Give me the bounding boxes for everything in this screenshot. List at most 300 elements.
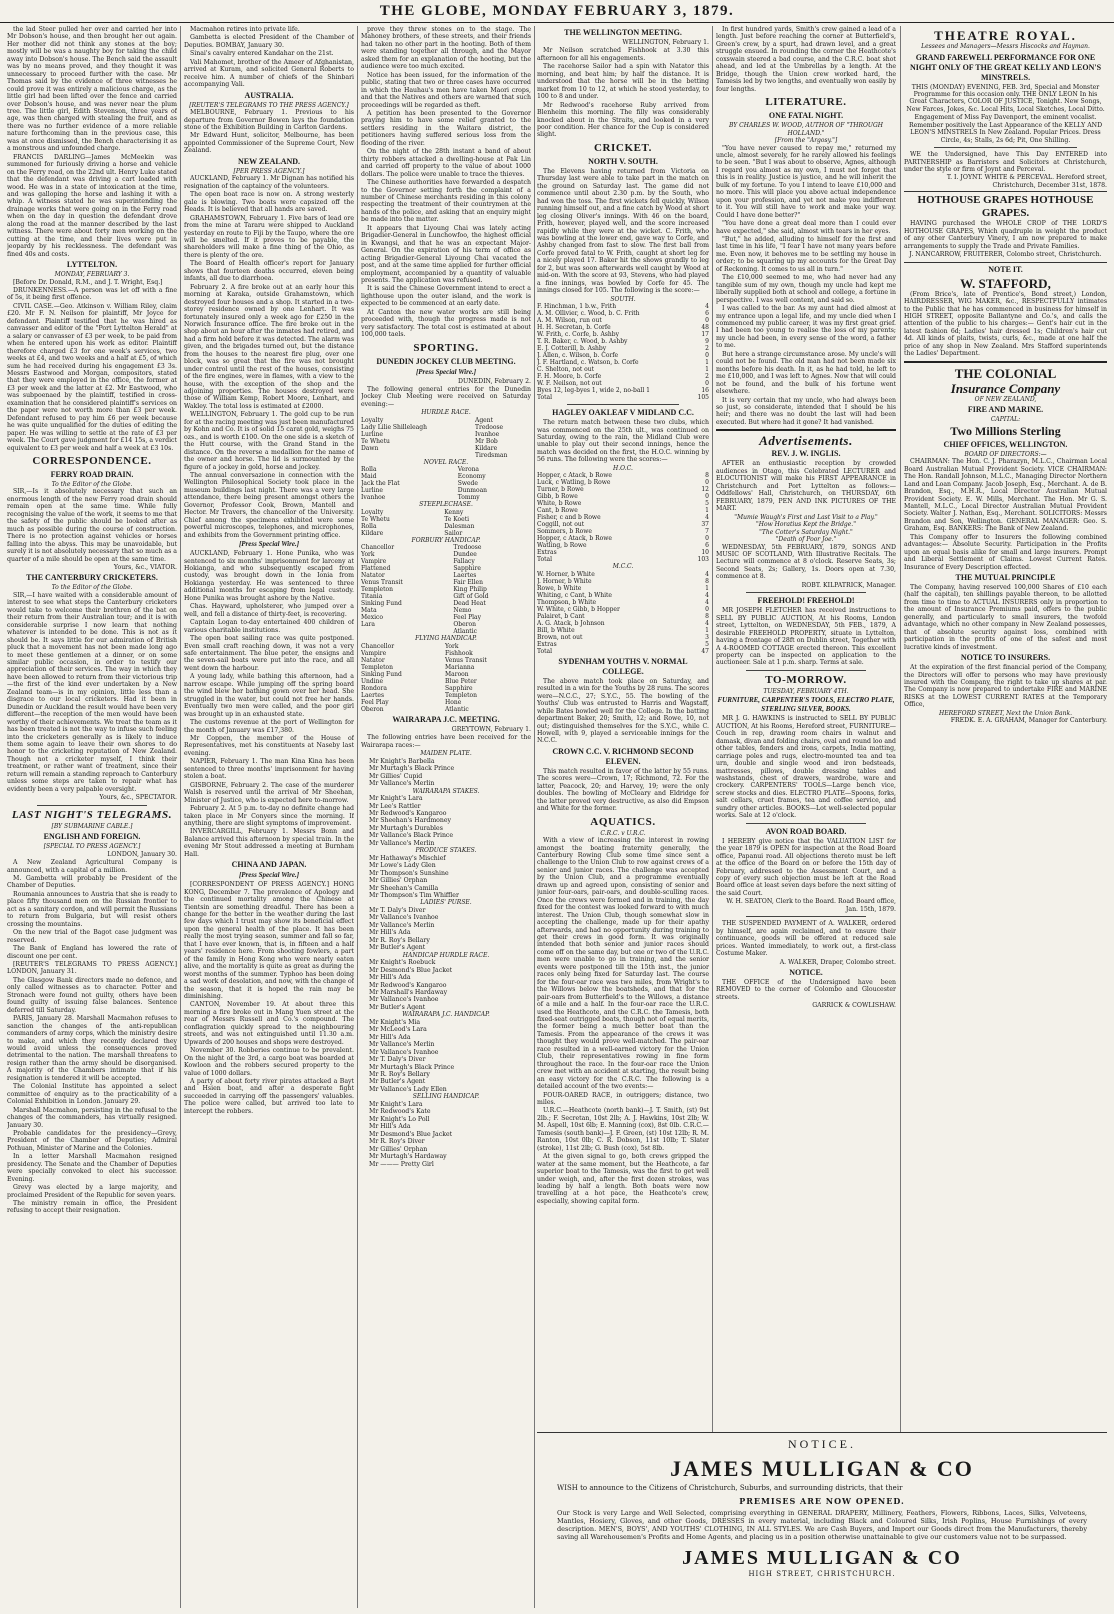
entry-cell: Lurline: [361, 430, 383, 438]
race-entry-line: Mr Knight's Mia: [369, 1018, 421, 1026]
china-item-line: Notice has been issued, for the information of the public, stating that two or three cases have occurred in which the Hauhau's men have taken Maori crops, and that the Natives and others are warned that such proceedings will be regarded as theft.: [361, 71, 531, 109]
inglis-reading-line: "The Cotter's Saturday Night.": [759, 528, 853, 536]
entry-row: [361, 473, 531, 480]
race-entry-line: Mr Sheehan's Hardmoney: [369, 817, 452, 825]
story-paragraph-line: But here a strange circumstance arose. My uncle's will could not be found. The old man had not been made six months before his death. In it, as he had told, he left to me £10,000, and I was left to Agnes. Now that will could not be found, and the bulk of his fortune went elsewhere.: [716, 350, 896, 396]
batsman: J. Horner, b White: [537, 577, 592, 585]
avon-heading: AVON ROAD BOARD.: [765, 826, 847, 836]
race-entry-line: Mr Vallance's Merlin: [369, 839, 435, 847]
batsman: Rowe, b White: [537, 584, 582, 592]
scorecard-total: Total 105: [537, 394, 709, 402]
nz-sub: [PER PRESS AGENCY.]: [233, 167, 305, 175]
runs: 0: [705, 317, 709, 325]
mulligan-opened: PREMISES ARE NOW OPENED.: [739, 1496, 905, 1506]
race-heading: FLYING HANDICAP.: [415, 635, 477, 643]
column-3: [361, 26, 531, 1608]
colonial-capital: CAPITAL:: [990, 416, 1021, 424]
entry-cell: Titania: [361, 593, 383, 601]
race-entry-line: Mr Redwood's Kangaroo: [369, 981, 447, 989]
entry-row: [361, 664, 531, 671]
china-item-line: CANTON, November 19. At about three this morning a fire broke out in Mang Yuen street at the rear of Messrs Russell and Co.'s compound. The conflagration quickly spread to the neighbouring streets, and was not extinguished until 11.30 a.m. Upwards of 200 houses and shops were destroyed.: [184, 1001, 354, 1046]
china-heading: CHINA AND JAPAN.: [231, 860, 307, 870]
race-entries: [361, 643, 531, 713]
race-entry: [361, 855, 531, 900]
race-entry-line: Mr Hill's Ada: [369, 929, 411, 937]
telegram-item: [184, 26, 354, 89]
lyttelton-report-line: [Before Dr. Donald, R.M., and J. T. Wright, Esq.]: [13, 278, 163, 286]
runs: 1: [705, 584, 709, 592]
batsman: Watling, b Rowe: [537, 542, 587, 550]
race-entry-line: Mr Gillies' Orphan: [369, 1145, 428, 1153]
entry-row: [361, 607, 531, 614]
entry-cell: Ivanhoe: [474, 430, 500, 438]
score-row: [537, 317, 709, 324]
entry-cell: Swede: [457, 480, 478, 488]
court-report-line: FRANCIS DARLING—James McMeekin was summoned for furiously driving a horse and vehicle on the Ferry road, on the 22nd ult. Henry Luke stated that the defendant was driving a cart loaded with wood. He was in a state of intoxication at the time, and was galloping the horse and lashing it with a whip. A witness stated he was superintending the drainage works that were going on in the Ferry road when on the day in question the defendant drove along the road at the manner described by the last witness. There were about forty men working on the cutting at the time, and their lives were put in jeopardy by his recklessness. The defendant was fined 40s and costs.: [7, 153, 177, 258]
press-item-line: AUCKLAND, February 1. Hone Punika, who was sentenced to six months' imprisonment for larceny at Hokianga, and who subsequently escaped from custody, was brought down in the Ionia from Hokianga yesterday. He was sentenced to three additional months for escaping from legal custody. Hone Punika was brought ashore by the Native.: [184, 550, 354, 602]
entry-cell: Mr Bob: [474, 437, 498, 445]
score-row: [537, 514, 709, 521]
mutual-text: The Company, having reserved 100,000 Shares of £10 each (half the capital), ten shillings payable thereon, to be allotted from time to time to ACTUAL INSURERS only in proportion to the amount of Insurance Premiums paid, offers to the public generally, and particularly to small insurers, the twofold advantage, which no other company in New Zealand possesses, that of absolute security against loss, combined with participation in the profits of one of the safest and most lucrative kinds of investment.: [904, 584, 1107, 651]
team-heading: SOUTH.: [610, 295, 636, 303]
race-entry-line: Mr Hathaway's Mischief: [369, 854, 446, 862]
entry-cell: Mexico: [361, 614, 383, 622]
entry-row: [361, 424, 531, 431]
runs: 0: [705, 493, 709, 501]
score-row: [537, 578, 709, 585]
inglis-signature: ROBT. KILPATRICK, Manager.: [801, 581, 896, 589]
entry-cell: Loyalty: [361, 508, 384, 516]
race-entry-line: Mr Marshall's Hardaway: [369, 988, 448, 996]
nz-heading: NEW ZEALAND.: [237, 156, 301, 166]
entry-cell: Undine: [361, 677, 384, 685]
australia-item: [184, 109, 354, 155]
total-value: 105: [697, 394, 709, 402]
entry-cell: Sailor: [444, 529, 463, 537]
entry-cell: Natator: [361, 656, 385, 664]
race-entries: [361, 544, 531, 635]
theatre-programme: THIS (MONDAY) EVENING, FEB. 3rd, Special and Monster Programme for this occasion only. THE ONLY LEON In his Great Characters, COLOR OF JUSTICE, Tonight. New Songs, New Farces, Jokes, &c. Local Hits, Local Sketches, Local Ditto.: [906, 83, 1105, 113]
entry-row: [361, 509, 531, 516]
column-rule: [900, 26, 901, 1608]
mutual-heading: THE MUTUAL PRINCIPLE: [955, 573, 1056, 583]
entry-cell: Lady Lilie Shilleleagh: [361, 423, 427, 431]
race-entry-line: Mr T. Daly's Diver: [369, 1056, 426, 1064]
entry-cell: Blue Peter: [444, 677, 477, 685]
entry-cell: Tredoose: [474, 423, 504, 431]
runs: 6: [705, 310, 709, 318]
stafford-name: W. STAFFORD,: [960, 275, 1051, 291]
inglis-ad-2: WEDNESDAY, 5th FEBRUARY, 1879, SONGS AND MUSIC OF SCOTLAND, With Illustrative Recitals. The Lecture will commence at 8 o'clock. Reserve Seats, 3s; Second Seats, 2s; Gallery, 1s. Doors open at 7.30, commence at 8.: [716, 543, 896, 581]
entry-row: [361, 438, 531, 445]
entry-cell: Agent: [474, 416, 493, 424]
story-paragraph-line: "You have done a great deal more than I could ever have expected," she said, almost with tears in her eyes.: [716, 220, 896, 235]
entry-cell: Lurline: [361, 487, 383, 495]
entry-cell: Sinking Fund: [361, 670, 402, 678]
stafford-ad: (From Brice's, late of Prentice's, Bond street,) London, HAIRDRESSER, WIG MAKER, &c., RESPECTFULLY intimates to the Public that he has commenced in business for himself in HIGH STREET, opposite Ballantyne and Co.'s, and calls the attention of the public to his charges:— Gent's hair cut in the latest fashion 6d; Ladies' hair dressed 1s; Children's hair cut 4d. All kinds of plaits, twists, curls, &c., made at one half the price of any shop in New Zealand. Mrs Stafford superintends the Ladies' Department.: [904, 290, 1107, 358]
score-row: [537, 641, 709, 648]
race-heading: MAIDEN PLATE.: [420, 750, 472, 758]
entry-row: [361, 452, 531, 459]
race-entry-line: Mr Desmond's Blue Jacket: [369, 1130, 453, 1138]
race-heading: STEEPLECHASE.: [419, 501, 473, 509]
score-row: [537, 521, 709, 528]
entry-row: [361, 431, 531, 438]
entry-row: [361, 480, 531, 487]
scorecard: [537, 571, 709, 648]
score-row: [537, 542, 709, 549]
race-entry-line: Mr Gillies' Cupid: [369, 772, 423, 780]
entry-cell: Maid: [361, 473, 377, 481]
batsman: T. R. Baker, c. Wood, b. Ashby: [537, 338, 628, 346]
partnership-notice: WE the Undersigned, have This Day ENTERED into PARTNERSHIP as Barristers and Solicitors at Christchurch, under the style or firm of Joynt and Perceval.: [904, 151, 1107, 174]
batsman: Palairet, b Cant: [537, 612, 585, 620]
story-byline: BY CHARLES W. WOOD, AUTHOR OF "THROUGH HOLLAND.": [728, 122, 884, 137]
aquatics-report: With a view of increasing the interest in rowing amongst the boating fraternity generally, the Canterbury Rowing Club some time since sent a challenge to the Union Club to row against crews of a senior and junior races. The challenge was accepted by the Union Club, and a programme eventually drawn up and agreed upon, consisting of senior and junior four-oars, pair-oars, and double-sculling races. Once the crews were formed and in training, the day fixed for the contest was looked forward to with much interest. The Union Club, though somewhat slow in accepting the challenge, made up for their apathy afterwards, and had no opportunity during training to get their crews in good form. It was originally intended that both senior and junior races should come off on the same day, but one or two of the U.R.C. men were unable to go in training, and the senior events were postponed till the 15th inst., the junior races only being fixed for Saturday last. The course for the four-oar race was two miles, from Wright's to the Willows below the boatsheds, and that for the pair-oars from Butterfield's to the Willows, a distance of a mile and a half. In the four-oar race the U.R.C. used the Heathcote, and the C.R.C. the Tamesis, both fixed-seat outrigged boats, though not of equal merits, the former being a much better boat than the Tamesis. From the appearance of the crews it was thought they would prove well-matched. The pair-oar race resulted in a well-earned victory for the Union Club, their representatives rowing in fine form throughout the race. In the four-oar race the Union crew met with an accident at starting, the result being an easy victory for the C.R.C. The following is a detailed account of the two events:—: [537, 837, 709, 1091]
score-row: [537, 500, 709, 507]
telegram-item-line: In a letter Marshall Macmahon resigned presidency. The Senate and the Chamber of Deputies were specially convoked to elect his successor. Evening.: [7, 1153, 177, 1183]
entry-cell: Atlantic: [444, 705, 469, 713]
race-entry-line: Mr Vallance's Merlin: [369, 921, 435, 929]
batsman: White, b Rowe: [537, 500, 582, 508]
score-row: [537, 352, 709, 359]
runs: 5: [705, 500, 709, 508]
wairarapa-heading: WAIRARAPA J.C. MEETING.: [392, 714, 500, 724]
entry-cell: Te Koeti: [444, 515, 470, 523]
race-entry: [361, 1019, 531, 1094]
australia-heading: AUSTRALIA.: [244, 90, 294, 100]
entry-row: [361, 445, 531, 452]
nz-item-line: AUCKLAND, February 1. Mr Dignan has notified his resignation of the captaincy of the volunteers.: [184, 175, 354, 190]
four-oar-heading: FOUR-OARED RACE, in outriggers; distance, two miles.: [537, 1091, 709, 1106]
entry-cell: Mata: [361, 607, 377, 615]
entry-cell: Atlantic: [453, 628, 478, 636]
story-paragraph-line: The £10,000 seemed to me, who had never had any tangible sum of my own, though my uncle had kept me liberally supplied both at school and college, a fortune in perspective. I was well content, and said so.: [716, 274, 896, 304]
entry-cell: Maroon: [444, 670, 469, 678]
china-item-line: A party of about forty river pirates attacked a Bayt and Hsien boat, and after a desperate fight succeeded in carrying off the passengers' valuables. The police were called, but arrived too late to intercept the robbers.: [184, 1078, 354, 1115]
entry-cell: Laertes: [453, 572, 477, 580]
divider: [934, 147, 1077, 148]
score-row: [537, 331, 709, 338]
insurers-signature: FREDK. E. A. GRAHAM, Manager for Canterbury.: [950, 717, 1107, 725]
entry-cell: Vampire: [361, 558, 387, 566]
entry-cell: York: [361, 551, 375, 559]
theatre-heading: THEATRE ROYAL.: [934, 28, 1077, 43]
literature-heading: LITERATURE.: [765, 96, 847, 109]
china-item: [184, 881, 354, 1115]
entry-cell: Fallacy: [453, 558, 475, 566]
race-entry-line: Mr Hill's Ada: [369, 1123, 411, 1131]
telegrams-agency: [SPECIAL TO PRESS AGENCY.]: [43, 843, 141, 851]
four-oar-crews: U.R.C.—Heathcote (north bank)—J. T. Smith, (st) 9st 2lb.; F. Secretan, 10st 2lb; A. J. Hawkins, 10st 2lb; W. M. Aspell, 10st 6lb; E. Manning (cox), 8st 0lb. C.R.C.—Tamesis (south bank)—J. F. Green, (st) 10st 12lb; R. M. Ranton, 10st 0lb; C. R. Dobson, 11st 10lb; T. Slater (stroke), 11st 2lb; G. Bush (cox), 5st 8lb.: [537, 1107, 709, 1152]
hothouse-signature: J. NANCARROW, FRUITERER, Colombo street, Christchurch.: [909, 251, 1102, 259]
scorecard-total: Total 103: [537, 556, 709, 564]
nz-item-line: The open boat race is now on. A strong westerly gale is blowing. Two boats were capsized off the Heads. It is believed that all hands are saved.: [184, 191, 354, 214]
divider: [37, 805, 147, 806]
race-entry-line: Mr Thompson's Sunshine: [369, 869, 449, 877]
lyttelton-report-line: DRUNKENNESS.—A person was let off with a fine of 5s, it being first offence.: [7, 287, 177, 302]
mulligan-intro: WISH to announce to the Citizens of Christchurch, Suburbs, and surrounding districts, that their: [557, 1484, 903, 1492]
batsman: Turner, b Rowe: [537, 486, 584, 494]
race-entry-line: Mr Gillies' Orphan: [369, 877, 428, 885]
runs: 16: [701, 387, 709, 395]
nz-item-line: GRAHAMSTOWN, February 1. Five bars of lead ore from the mine at Tararu were shipped to Auckland yesterday en route to Fiji by the Taupo, where the ore will be smelted. If it proves to be payable, the shareholders will make a fine thing of the Ohio, as there is plenty of the ore.: [184, 214, 354, 259]
race-heading: SELLING HANDICAP.: [412, 1093, 480, 1101]
story-paragraph-line: I was called to the bar. As my aunt had died almost at my entrance upon a legal life, and my uncle died when I commenced my public career, it was my first great grief. I had been too young to realise the loss of my parents; my uncle had been, in every sense of the word, a father to me.: [716, 305, 896, 350]
runs: 1: [705, 626, 709, 634]
column-rule: [534, 26, 535, 1608]
press-item-line: Mr Coppen, the member of the House of Representatives, met his constituents at Naseby last evening.: [184, 734, 354, 757]
entry-cell: Marianna: [444, 663, 475, 671]
entry-cell: Vampire: [361, 649, 387, 657]
telegram-item-line: M. Gambetta will probably be President of the Chamber of Deputies.: [7, 875, 177, 890]
batsman: Hopper, c Atack, b Rowe: [537, 535, 612, 543]
entry-cell: Oberon: [453, 621, 476, 629]
colonial-sub: OF NEW ZEALAND,: [974, 395, 1037, 403]
ferry-road-heading: FERRY ROAD DRAIN.: [50, 469, 134, 479]
entry-cell: Templeton: [361, 586, 393, 594]
column-rule: [357, 26, 358, 1608]
press-item-line: NAPIER, February 1. The man Kina Kina has been sentenced to three months' imprisonment for having stolen a boat.: [184, 758, 354, 781]
freehold-ad: MR JOSEPH FLETCHER has received instructions to SELL BY PUBLIC AUCTION, At his Rooms, London street, Lyttelton, on WEDNESDAY, 5th FEB., 1879, A desirable FREEHOLD PROPERTY, situate in Lyttelton, having a frontage of 28ft on Dublin street, Together with A 4-ROOMED COTTAGE erected thereon. This excellent property can be inspected on application to the auctioneer. Sale at 1 p.m. sharp. Terms at sale.: [716, 607, 896, 667]
story-paragraph-line: "But," he added, alluding to himself for the first and last time in his life, "I fear I have not many years before me. Even now, it behoves me to be settling my house in order; to be squaring up my accounts for the Great Day of Reckoning. It comes to us all in turn.": [716, 236, 896, 273]
race-entry-line: Mr Vallance's Ivanhoe: [369, 996, 439, 1004]
runs: 0: [705, 380, 709, 388]
hothouse-heading: HOTHOUSE GRAPES HOTHOUSE GRAPES.: [917, 194, 1094, 220]
telegram-item-line: The Glasgow Bank directors made no defence, and only called witnesses as to character. Potter and Stronach were found not guilty, others have been found guilty of issuing false balances. Sentence deferred till Saturday.: [7, 976, 177, 1014]
batsman: Gibb, b Rowe: [537, 493, 578, 501]
runs: 7: [705, 528, 709, 536]
insurers-heading: NOTICE TO INSURERS.: [960, 653, 1051, 663]
aquatics-sub: C.R.C. v U.R.C.: [600, 829, 646, 837]
entry-row: [361, 551, 531, 558]
telegram-item-line: The Bank of England has lowered the rate of discount one per cent.: [7, 945, 177, 960]
race-entry-line: Mr Murtagh's Black Prince: [369, 1063, 455, 1071]
four-oar-report: At the given signal to go, both crews gripped the water at the same moment, but the Heathcote, a far superior boat to the Tamesis, was the first to get well under weigh, and, after the first dozen strokes, was leading by half a length. Both boats were now travelling at a hot pace, the Heathcote's crew, especially, showing capital form.: [537, 1153, 709, 1205]
race-entry-line: Mr Vallance's Ivanhoe: [369, 914, 439, 922]
telegram-item-line: On the new trial of the Bagot case judgment was reserved.: [7, 929, 177, 944]
press-item-line: GISBORNE, February 2. The case of the murderer Walsh is reserved until the arrival of Mr Sheehan, Minister of Justice, who is expected here to-morrow.: [184, 781, 354, 804]
runs: 9: [705, 338, 709, 346]
entry-cell: Dundee: [453, 551, 477, 559]
inglis-heading: REV. J. W. INGLIS.: [771, 449, 841, 459]
entry-cell: York: [444, 642, 459, 650]
press-item-line: The customs revenue at the port of Wellington for the month of January was £17,380.: [184, 719, 354, 734]
race-heading: FORBURY HANDICAP.: [411, 536, 481, 544]
runs: 1: [705, 359, 709, 367]
china-item-line: It is said the Chinese Government intend to erect a lighthouse upon the outer island, and the work is expected to be commenced at an early date.: [361, 285, 531, 308]
score-row: [537, 613, 709, 620]
score-row: [537, 620, 709, 627]
china-item-line: The Chinese authorities have forwarded a despatch to the Governor setting forth the complaint of a number of Chinese merchants residing in this colony respecting the treatment of their countrymen at the hands of the police, and asking that an enquiry might be made into the matter.: [361, 179, 531, 224]
mulligan-address: HIGH STREET, CHRISTCHURCH.: [748, 1570, 896, 1578]
entry-cell: Gift of Gold: [453, 593, 489, 601]
score-row: [537, 571, 709, 578]
telegram-item-line: Grevy was elected by a large majority, and proclaimed President of the Republic for seven years.: [7, 1184, 177, 1199]
scorecard-total: Total 47: [537, 647, 709, 655]
score-row: [537, 493, 709, 500]
entry-cell: King Philip: [453, 586, 487, 594]
race-entry-line: Mr Thompson's Tim Whiffler: [369, 892, 459, 899]
score-row: [537, 345, 709, 352]
dunedin-intro: The following general entries for the Dunedin Jockey Club Meeting were received on Saturday evening:—: [361, 386, 531, 408]
batsman: W. Horner, b White: [537, 570, 595, 578]
press-item-line: February 2. At 5 p.m. to-day no definite change had taken place in Mr Conyers since the morning. If anything, there are slight symptoms of improvement.: [184, 805, 354, 827]
race-heading: WAIRARAPA STAKES.: [412, 787, 480, 795]
race-entry: [361, 758, 531, 788]
entry-row: [361, 699, 531, 706]
mulligan-firm: JAMES MULLIGAN & CO: [670, 1456, 974, 1481]
english-foreign-heading: ENGLISH AND FOREIGN.: [43, 832, 141, 842]
telegram-item-line: Macmahon retires into private life.: [190, 26, 300, 33]
batsman: A. G. Atack, b Johnson: [537, 619, 605, 627]
entry-cell: Templeton: [361, 663, 393, 671]
telegram-item-line: Sinai's cavalry entered Kandahar on the 21st.: [190, 50, 334, 58]
freehold-heading: FREEHOLD! FREEHOLD!: [757, 596, 855, 606]
cricket-report-line: The Elevens having returned from Victoria on Thursday last were able to take part in the match on the ground on Saturday last. The game did not commence until about 2.30 p.m. by the South, who had won the toss. The first wickets fell quickly, Wilson running himself out, and a fine catch by Wood at short leg closing Oliver's innings. With 46 on the board, Frith, however, played well, and the score increased rapidly while they were at the wicket. C. Frith, who was bowling at the lower end, gave way to Corfe, and Ashby changed from fast to slow. The first ball from Corfe proved fatal to W. Frith, caught at short leg for a nicely played 17. Baker hit the shows grandly to leg for 2, but was soon afterwards well caught by Wood at mid-on. With the score at 93, Stevens, who had played a fine innings, was bowled by Corfe for 45. The innings closed for 105. The following is the score:—: [537, 167, 709, 295]
entry-cell: Oberon: [361, 705, 384, 713]
score-row: [537, 599, 709, 606]
aquatics-report-line: In first hundred yards, Smith's crew gained a lead of a length. Just before reaching the corner at Butterfield's, Green's crew, by a spurt, had drawn level, and a great struggle ensued. In rounding the corner the Heathcote's coxswain steered a bad course, and the C.R.C. boat shot ahead, and led at the Umbrellas by a length. At the Bridge, though the Union crew worked hard, the Tamesis led by two lengths, and eventually won easily by four lengths.: [716, 26, 896, 93]
sydenham-report: The above match took place on Saturday, and resulted in a win for the Youths by 28 runs. The scores were—N.C.C., 27; S.Y.C., 55. The bowling of the Youths' Club was entrusted to Harris and Wagstaff, while Bates bowled well for the College. In the batting department Baker, 20; Smith, 12; and Rowe, 10, not out; distinguished themselves for the S.Y.C., while C. Howell, with 9, played a serviceable innings for the N.C.C.: [537, 677, 709, 745]
press-item-line: A young lady, while bathing this afternoon, had a narrow escape. While jumping off the spring board the wind blew her bathing gown over her head. She struggled in the water, but could not free her hands. Eventually two men were called, and the poor girl was brought up in an exhausted state.: [184, 673, 354, 718]
runs: 17: [701, 331, 709, 339]
lyttelton-heading: LYTTELTON.: [66, 260, 118, 270]
entry-cell: Dawn: [361, 444, 379, 452]
entry-row: [361, 650, 531, 657]
race-entry-line: Mr Vallance's Merlin: [369, 1041, 435, 1049]
theatre-programme-2: Engagement of Miss Fay Davenport, the eminent vocalist. Remember positively the Last Appearance of the KELLY AND LEON'S MINSTRELS In New Zealand. Popular Prices. Dress Circle, 4s; Stalls, 2s 6d; Pit, One Shilling.: [908, 114, 1103, 144]
batsman: C. Shelton, not out: [537, 366, 595, 374]
entry-cell: Venus Transit: [361, 579, 403, 587]
telegram-item-line: PARIS, January 28. Marshall Macmahon refuses to sanction the changes of the anti-republican commanders of army corps, which the ministry desire to make, and which they recently declared they would avoid unless the consequences proved detrimental to the nation. The marshall threatens to resign rather than the army should be disorganised. A majority of the Chambers intimate that if his resignation is tendered it will be accepted.: [7, 1015, 177, 1082]
runs: 8: [705, 577, 709, 585]
china-item-line: A petition has been presented to the Governor praying him to have some relief granted to the settlers residing in the Waitara district, the petitioners having suffered serious loss from the flooding of the river.: [361, 109, 531, 147]
score-row: [537, 627, 709, 634]
ferry-to-editor: To the Editor of the Globe.: [51, 480, 133, 488]
team-heading: M.C.C.: [612, 563, 634, 571]
runs: 10: [701, 549, 709, 557]
score-row: [537, 359, 709, 366]
race-heading: PRODUCE STAKES.: [415, 847, 477, 855]
entry-cell: Hone: [444, 698, 462, 706]
wellington-dateline: WELLINGTON, February 1.: [622, 39, 709, 46]
entry-cell: Rolla: [361, 466, 377, 474]
walker-ad: THE SUSPENDED PAYMENT of A. WALKER, ordered by himself, are again reclaimed, and to ensure their continuance, goods will be offered at reduced sale prices. Wanted immediately, to work out, a first-class Costume Maker.: [716, 920, 896, 958]
telegram-item-line: [REUTER'S TELEGRAMS TO PRESS AGENCY.] LONDON, January 31.: [7, 960, 177, 976]
race-entry-line: Mr Lowe's Lady Glen: [369, 862, 436, 870]
race-entry-line: Mr Vallance's Merlin: [369, 780, 435, 788]
entry-cell: Dunmoan: [457, 487, 488, 495]
tomorrow-heading: TO-MORROW.: [765, 673, 847, 686]
batsman: Thompson, b White: [537, 598, 597, 606]
race-entry-line: Mr Lee's Rattler: [369, 802, 421, 810]
dunedin-heading: DUNEDIN JOCKEY CLUB MEETING.: [376, 356, 516, 366]
batsman: Bill, b White: [537, 626, 575, 634]
runs: 3: [705, 633, 709, 641]
china-item-line: [CORRESPONDENT OF PRESS AGENCY.] HONG KONG, December 7. The prevalence of Apology and the continued mortality among the Chinese at Tientsin are something dreadful. There has been a change for the better in the weather during the last few days which I trust may show its beneficial effect upon the general health of the place. It has been really the most trying season, summer and fall so far, that I have ever known, that is, in fifteen and a half years' residence here. From shooting fowlers, a part of the family in Hong Kong who were nearly eaten alive, and the mortality is quite as great as during the worst months of the summer. Typhoo has been doing a sad work of desolation, and now, with the change of the season, that it is hoped the rain may be diminishing.: [184, 881, 354, 1001]
lyttelton-report: [7, 279, 177, 452]
colonial-offices: CHIEF OFFICES, WELLINGTON.: [943, 439, 1068, 449]
batsman: A. M. Wilson, run out: [537, 317, 602, 325]
race-entry-line: Mr Butler's Agent: [369, 944, 426, 952]
race-entry-line: Mr Butler's Agent: [369, 1078, 426, 1086]
telegram-item-line: Marshall Macmahon, persisting in the refusal to the changes of the commanders, has virtually resigned. January 30.: [7, 1106, 177, 1129]
batsman: Coggill, not out: [537, 521, 585, 529]
wellington-meeting-heading: THE WELLINGTON MEETING.: [564, 28, 682, 37]
scorecard: [537, 472, 709, 556]
cricketers-signature: Yours, &c., SPECTATOR.: [99, 794, 177, 802]
entry-cell: Chancellor: [361, 544, 395, 552]
race-heading: LADIES' PURSE.: [420, 899, 472, 907]
telegrams-heading: LAST NIGHT'S TELEGRAMS.: [11, 808, 173, 821]
insurers-address: HEREFORD STREET, Next the Union Bank.: [938, 709, 1072, 717]
score-row: [537, 585, 709, 592]
ferry-letter-line: SIR,—Is it absolutely necessary that such an enormous length of the new Ferry road drain should remain open at the same time. While fully recognising the value of the work, it seems to me that the safety of the public should be looked after as much as possible during the course of construction. There is no protection against vehicles or horses falling into the abyss. This may be unavoidable, but surely it is not absolutely necessary that so much as a quarter of a mile should be open at the same time.: [7, 488, 177, 563]
race-entry-line: Mr Redwood's Kate: [369, 1108, 431, 1116]
batsman: W. Frith, c. Corfe, b. Ashby: [537, 331, 619, 339]
race-entry-line: Mr Vallance's Lady Ellen: [369, 1085, 447, 1093]
race-entry: [361, 1101, 531, 1168]
score-row: [537, 324, 709, 331]
race-entry-line: Mr Hill's Ada: [369, 1033, 411, 1041]
runs: 2: [705, 345, 709, 353]
race-entry-line: Mr Knight's Lo Poll: [369, 1115, 430, 1123]
batsman: Extras: [537, 640, 557, 648]
telegram-item: [7, 859, 177, 1215]
entry-cell: Kildare: [474, 444, 498, 452]
inglis-ad: AFTER an enthusiastic reception by crowded audiences in Otago, this Celebrated LECTURER and ELOCUTIONIST will make his FIRST APPEARANCE in Christchurch and Port Lyttelton as follows:— Oddfellows' Hall, Christchurch, on THURSDAY, 6th FEBRUARY, 1879, PEN AND INK PICTURES OF THE MART.: [716, 460, 896, 513]
wellington-item: [537, 47, 709, 138]
china-press-heading: [Press Special Wire.]: [238, 871, 300, 880]
race-entry-line: Mr Sheehan's Camilla: [369, 884, 439, 892]
hothouse-text: HAVING purchased the WHOLE CROP of THE LORD'S HOTHOUSE GRAPES, Which quadruple in weight the product of any other Canterbury Vinery, I am now prepared to make arrangements to supply the Trade and Private Families.: [904, 220, 1107, 250]
score-row: [537, 387, 709, 394]
hawkins-ad: MR J. G. HAWKINS is instructed to SELL BY PUBLIC AUCTION, At his Rooms, Hereford street, FURNITURE—Couch in rep, drawing room chairs in walnut and damask, divan and folding chairs, oval and round loo and other tables, fenders and irons, carpets, India matting, carriage poles and rugs, electro-mounted tea and tea urn, double and single wood and iron bedsteads, mattresses, pillows, double dressing tables and washstands, chest of drawers, wardrobe, ware and crockery. CARPENTERS' TOOLS—Large bench vice, screw stocks and dies. ELECTRO PLATE—Spoons, forks, salt cellars, cruet frames, tea and coffee service, and sundry other articles. BOOKS—Lot well-selected popular works. Sale at 12 o'clock.: [716, 715, 896, 820]
story-title: ONE FATAL NIGHT.: [768, 111, 844, 121]
telegram-item-line: Vali Mahomet, brother of the Ameer of Afghanistan, arrived at Kuram, and solicited General Roberts to receive him. A number of chiefs of the Shinbari accompanying Vali.: [184, 58, 354, 89]
entry-cell: Flattened: [361, 565, 391, 573]
score-row: [537, 507, 709, 514]
entry-cell: Dead Heat: [453, 600, 486, 608]
correspondence-heading: CORRESPONDENCE.: [32, 454, 152, 467]
batsman: F. Hinchman, 1 b.w., Frith: [537, 303, 617, 311]
sporting-heading: SPORTING.: [413, 341, 479, 354]
cricketers-heading: THE CANTERBURY CRICKETERS.: [26, 573, 158, 583]
entry-cell: Rolla: [361, 522, 377, 530]
crown-heading: CROWN C.C. V. RICHMOND SECOND ELEVEN.: [552, 746, 694, 766]
entry-row: [361, 530, 531, 537]
score-row: [537, 479, 709, 486]
runs: 2: [705, 373, 709, 381]
walker-signature: A. WALKER, Draper, Colombo street.: [779, 958, 896, 966]
score-row: [537, 528, 709, 535]
race-entry-line: Mr McLeod's Lara: [369, 1026, 427, 1034]
score-row: [537, 373, 709, 380]
entry-row: [361, 685, 531, 692]
wairarapa-intro: The following entries have been received for the Wairarapa races:—: [361, 734, 531, 749]
total-value: 103: [697, 556, 709, 564]
score-row: [537, 472, 709, 479]
race-entry-line: Mr Vallance's Black Prince: [369, 832, 454, 840]
divider: [904, 361, 1107, 363]
cricketers-to-editor: To the Editor of the Globe.: [51, 584, 133, 592]
china-item-line: prove they threw stones on to the stage. The Mahoney brothers, of these streets, and their friends had taken no other part in the hooting. Both of them were standing together all through, and the Mayor asked them for an explanation of the hooting, but the audience were too much excited.: [361, 26, 531, 71]
entry-row: [361, 593, 531, 600]
lyttelton-report-line: CIVIL CASE.—Geo. Atkinson v. William Riley, claim £20. Mr F. N. Neilson for plaintiff, Mr Joyce for defendant. Plaintiff testified that he was hired as canvasser and editor of the "Port Lyttelton Herald" at a salary or canvasser of £3 per week, to be paid from when he entered upon his work as editor. Plaintiff therefore charged £3 for one week's services, two weeks at £4, and two weeks and a half at £5, of which sum he had received during his engagement £3 3s. Messrs Eastwood and Morgan, compositors, stated that they were employed in the office, the former at £3 per week and the latter at £2. Mr Eastwood, who was subpoenaed by the plaintiff, testified in cross-examination that he considered plaintiff's services on the paper were not worth more than £3 per week. Defendant refused to pay him £6 per week because he was quite unqualified for the duties of editing the paper. He was willing to settle at the rate of £3 per week. The Court gave judgment for £14 15s, a verdict equivalent to £3 per week and half a week at £3 10s.: [7, 302, 177, 452]
cricket-report: [537, 168, 709, 295]
colonial-millions: Two Millions Sterling: [950, 423, 1061, 438]
